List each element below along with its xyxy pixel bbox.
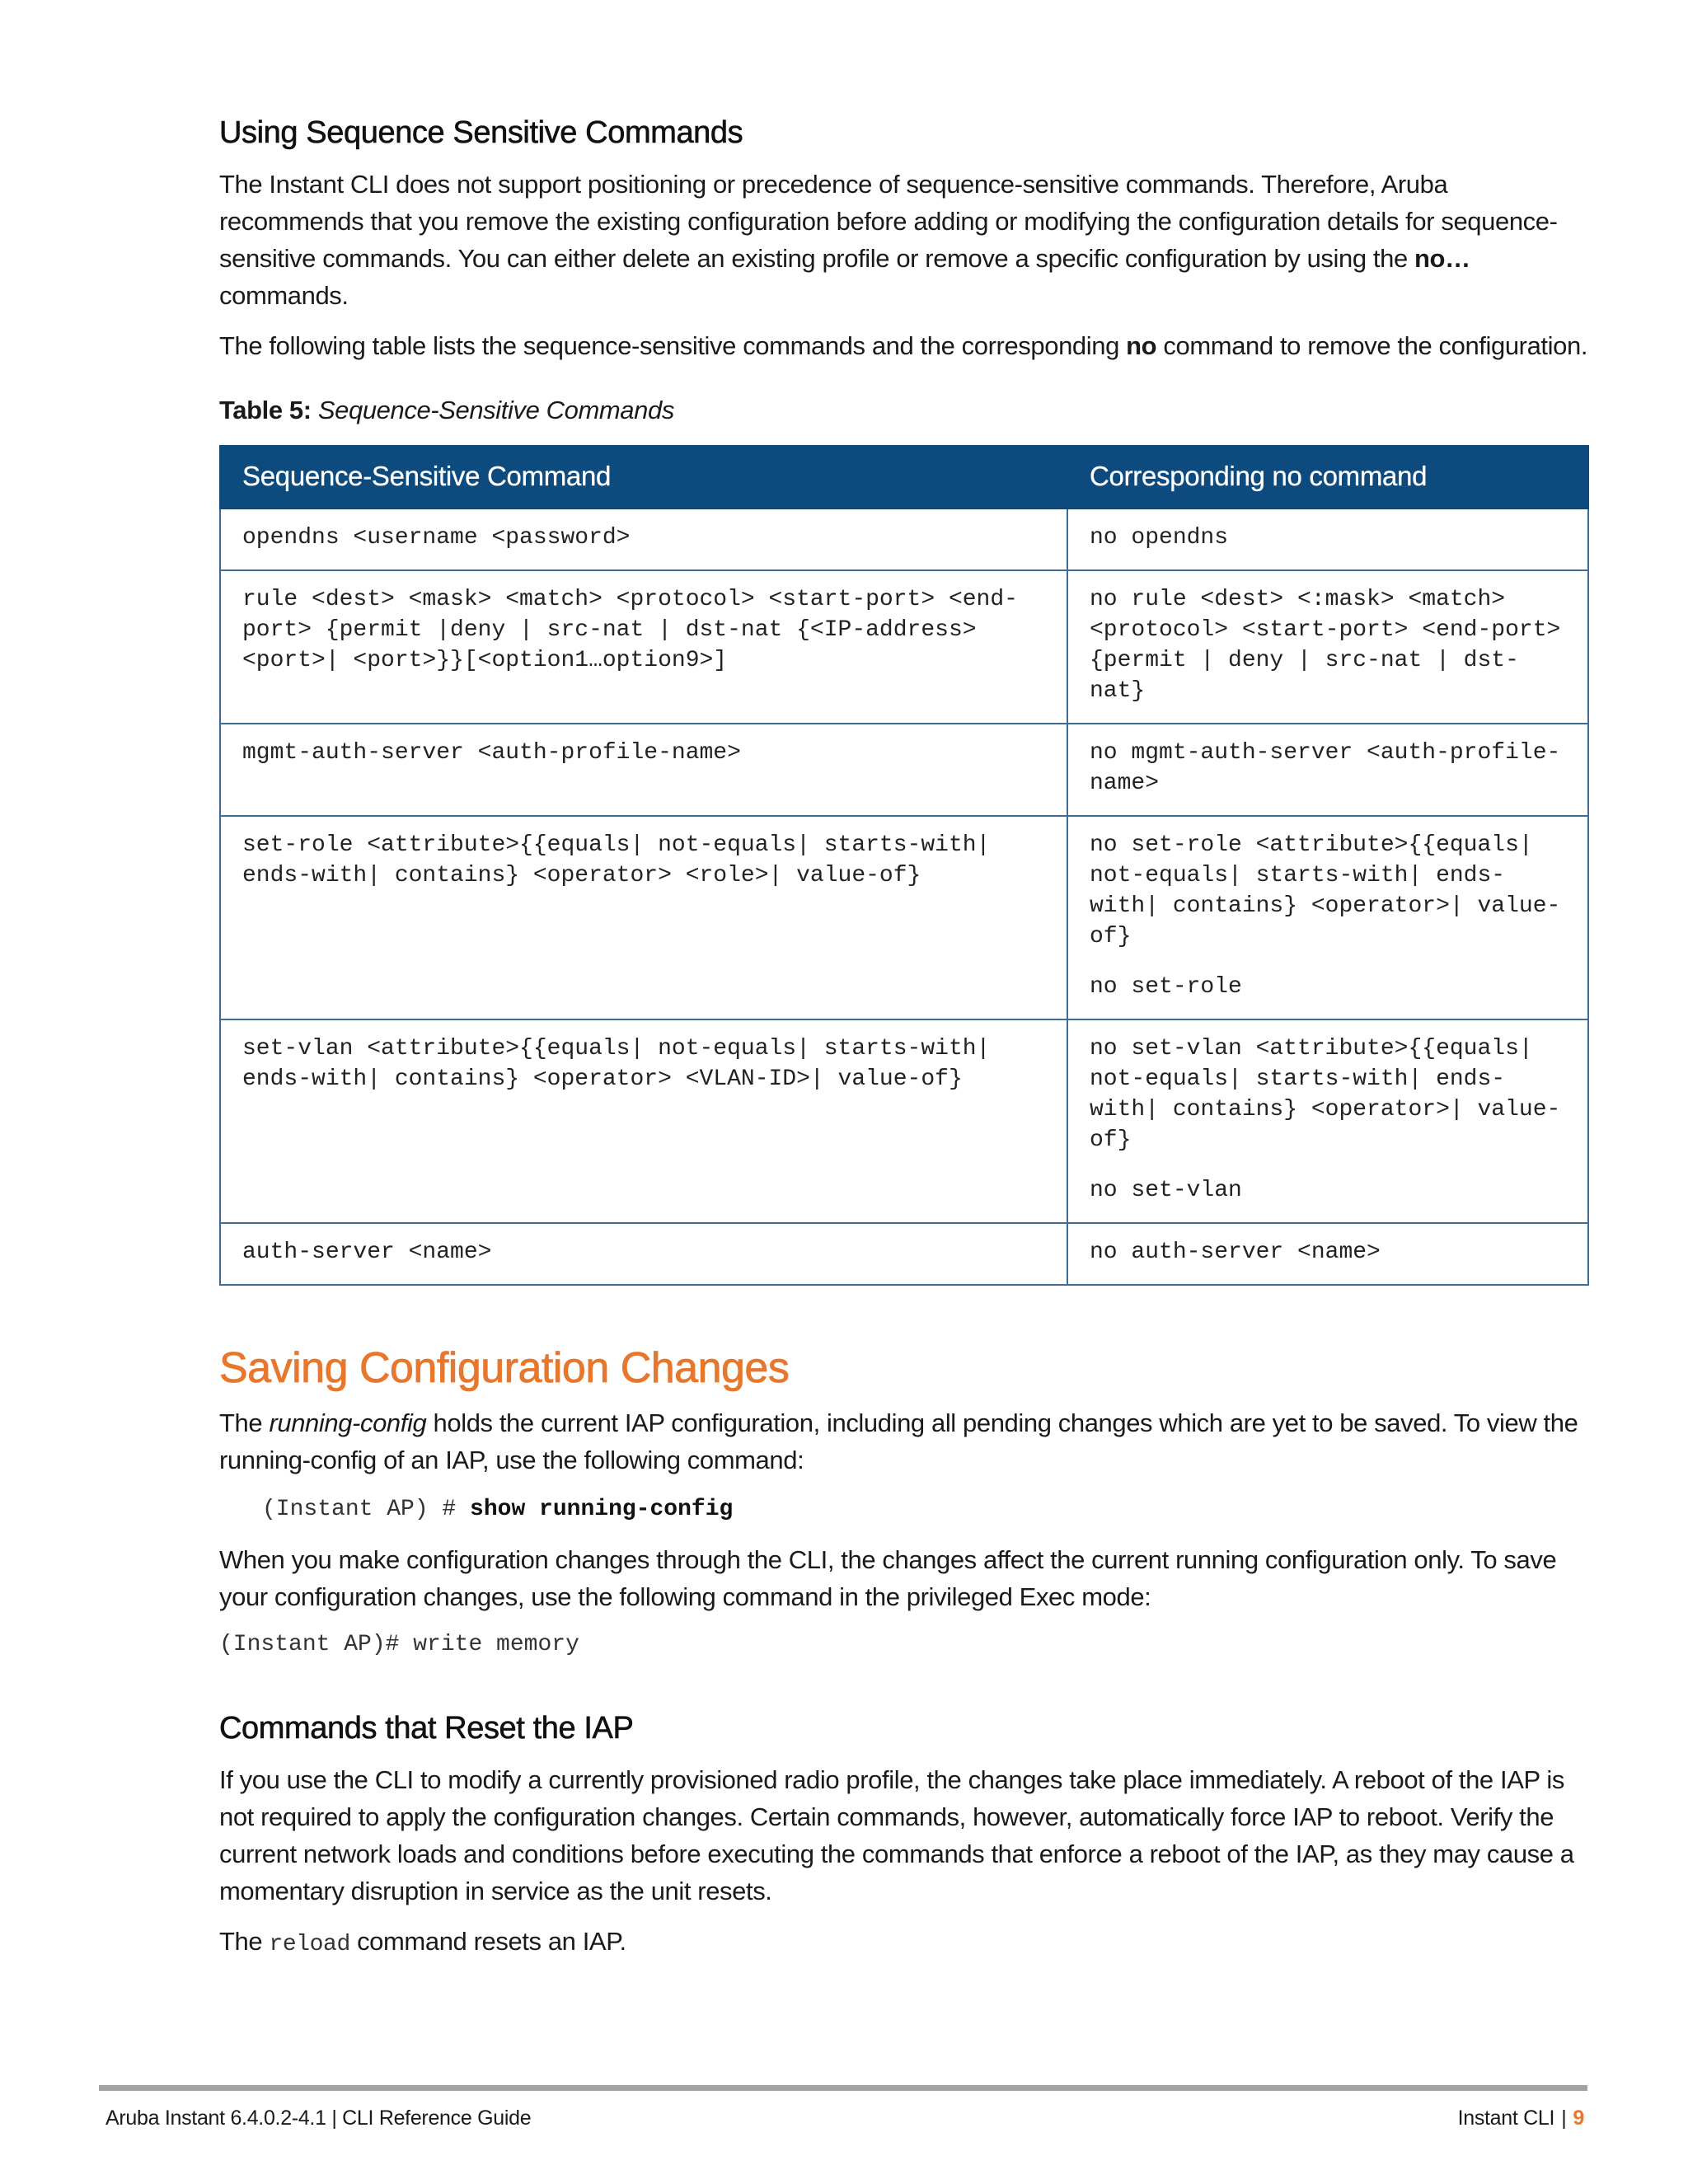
italic-running-config: running-config — [269, 1408, 427, 1437]
table-caption — [219, 396, 1589, 425]
command-bold: show running-config — [470, 1497, 734, 1522]
table-cell-no-command — [1067, 816, 1588, 1019]
text-run: The — [219, 1927, 270, 1956]
table-cell-command: mgmt-auth-server <auth-profile-name> — [220, 724, 1067, 816]
table-row — [220, 724, 1588, 816]
paragraph-reload — [219, 1923, 1589, 1963]
command-write-memory: (Instant AP)# write memory — [219, 1632, 579, 1657]
footer-chapter: Instant CLI — [1457, 2107, 1555, 2130]
footer-page-number: 9 — [1573, 2107, 1584, 2130]
sequence-commands-table — [219, 445, 1589, 1286]
no-command-text: no mgmt-auth-server <auth-profile-name> — [1090, 740, 1561, 796]
paragraph-running-config — [219, 1404, 1589, 1479]
bold-no-commands: no… — [1414, 244, 1470, 273]
table-header-command: Sequence-Sensitive Command — [220, 446, 1067, 509]
bold-no: no — [1126, 331, 1157, 360]
table-row — [220, 1019, 1588, 1223]
no-command-extra: no set-role — [1090, 974, 1242, 1000]
table-cell-no-command — [1067, 509, 1588, 570]
heading-saving-configuration: Saving Configuration Changes — [219, 1344, 790, 1392]
code-reload: reload — [269, 1932, 350, 1957]
text-run: holds the current IAP configuration, including all pending changes which are yet to be saved. To view the running-config of an IAP, use the following command: — [219, 1408, 1578, 1474]
table-row — [220, 1223, 1588, 1285]
table-cell-command: set-vlan <attribute>{{equals| not-equals| starts-with| ends-with| contains} <operator> <VLAN-ID>| value-of} — [220, 1019, 1067, 1223]
table-cell-command: auth-server <name> — [220, 1223, 1067, 1285]
footer-doc-title: Aruba Instant 6.4.0.2-4.1 | CLI Reference Guide — [106, 2107, 532, 2130]
table-header-no-command: Corresponding no command — [1067, 446, 1588, 509]
table-cell-no-command — [1067, 570, 1588, 724]
text-run: The Instant CLI does not support positioning or precedence of sequence-sensitive commands. Therefore, Aruba recommends that you remove the existing configuration before adding or modifying the configuration details for sequence-sensitive commands. You can either delete an existing profile or remove a specific configuration by using the — [219, 170, 1558, 273]
heading-reset-iap: Commands that Reset the IAP — [219, 1711, 634, 1746]
table-cell-no-command — [1067, 1223, 1588, 1285]
text-run: command resets an IAP. — [349, 1927, 626, 1956]
no-command-text: no auth-server <name> — [1090, 1240, 1381, 1265]
table-cell-command: opendns <username <password> — [220, 509, 1067, 570]
table-cell-command: set-role <attribute>{{equals| not-equals| starts-with| ends-with| contains} <operator> <role>| value-of} — [220, 816, 1067, 1019]
table-header-row — [220, 446, 1588, 509]
no-command-text: no set-role <attribute>{{equals| not-equals| starts-with| ends-with| contains} <operator>| value-of} — [1090, 832, 1561, 949]
footer-separator: | — [1561, 2107, 1567, 2130]
paragraph-table-intro — [219, 327, 1589, 364]
paragraph-sequence-intro — [219, 166, 1589, 314]
no-command-extra: no set-vlan — [1090, 1178, 1242, 1203]
table-cell-command: rule <dest> <mask> <match> <protocol> <start-port> <end-port> {permit |deny | src-nat | dst-nat {<IP-address> <port>| <port>}}[<option1…option9>] — [220, 570, 1067, 724]
text-run: command to remove the configuration. — [1156, 331, 1588, 360]
text-run: commands. — [219, 281, 349, 310]
footer-page-info — [1458, 2107, 1584, 2130]
no-command-text: no set-vlan <attribute>{{equals| not-equals| starts-with| ends-with| contains} <operator>| value-of} — [1090, 1036, 1561, 1153]
no-command-text: no rule <dest> <:mask> <match> <protocol> <start-port> <end-port> {permit | deny | src-nat | dst-nat} — [1090, 587, 1561, 704]
text-run: The — [219, 1408, 270, 1437]
no-command-text: no opendns — [1090, 525, 1229, 551]
paragraph-reset-info: If you use the CLI to modify a currently provisioned radio profile, the changes take place immediately. A reboot of the IAP is not required to apply the configuration changes. Certain commands, however, automatically force IAP to reboot. Verify the current network loads and conditions before executing the commands that enforce a reboot of the IAP, as they may cause a momentary disruption in service as the unit resets. — [219, 1765, 1574, 1905]
text-run: The following table lists the sequence-sensitive commands and the corresponding — [219, 331, 1127, 360]
command-prompt: (Instant AP) # — [262, 1497, 471, 1522]
command-show-running-config — [262, 1492, 1589, 1528]
paragraph-save-changes: When you make configuration changes through the CLI, the changes affect the current running configuration only. To save your configuration changes, use the following command in the privileged Exec mode: — [219, 1545, 1557, 1611]
table-caption-label: Table 5: — [219, 396, 312, 424]
document-page — [219, 115, 1589, 1976]
table-cell-no-command — [1067, 724, 1588, 816]
table-row — [220, 509, 1588, 570]
table-row — [220, 570, 1588, 724]
heading-sequence-sensitive: Using Sequence Sensitive Commands — [219, 115, 743, 150]
footer-rule — [99, 2085, 1587, 2091]
table-caption-title: Sequence-Sensitive Commands — [317, 396, 674, 424]
table-row — [220, 816, 1588, 1019]
table-cell-no-command — [1067, 1019, 1588, 1223]
